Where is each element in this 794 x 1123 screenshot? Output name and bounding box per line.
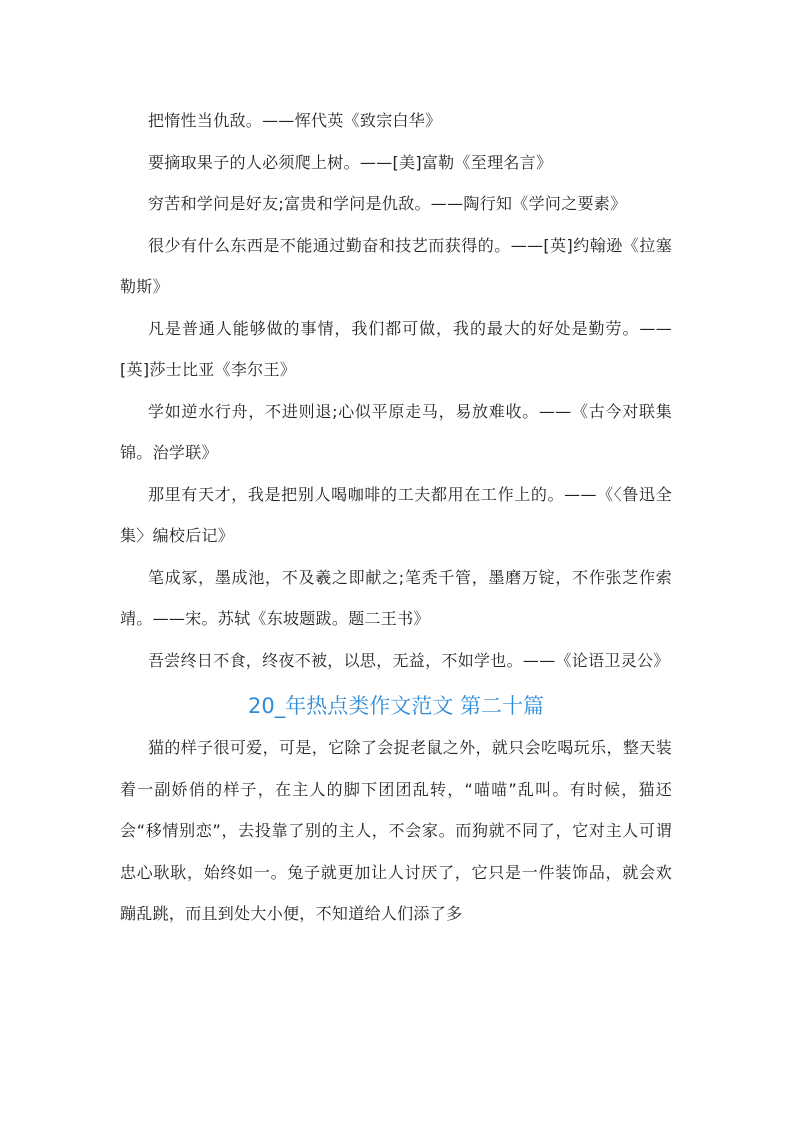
quote-paragraph: 要摘取果子的人必须爬上树。——[美]富勒《至理名言》 — [148, 152, 553, 172]
quote-paragraph: 那里有天才，我是把别人喝咖啡的工夫都用在工作上的。——《〈鲁迅全集〉编校后记》 — [120, 484, 672, 545]
section-heading: 20_年热点类作文范文 第二十篇 — [248, 694, 544, 718]
essay-paragraph: 猫的样子很可爱，可是，它除了会捉老鼠之外，就只会吃喝玩乐，整天装着一副娇俏的样子，在主人的脚下团团乱转，“喵喵”乱叫。有时候，猫还会“移情别恋”，去投靠了别的主人，不会家。而狗就不同了，它对主人可谓忠心耿耿，始终如一。兔子就更加让人讨厌了，它只是一件装饰品，就会欢蹦乱跳，而且到处大小便，不知道给人们添了多 — [120, 738, 672, 923]
page-content — [120, 100, 672, 935]
quote-paragraph: 穷苦和学问是好友;富贵和学问是仇敌。——陶行知《学问之要素》 — [148, 194, 627, 213]
quote-paragraph: 凡是普通人能够做的事情，我们都可做，我的最大的好处是勤劳。——[英]莎士比亚《李尔王》 — [120, 318, 672, 379]
quote-paragraph: 学如逆水行舟，不进则退;心似平原走马，易放难收。——《古今对联集锦。治学联》 — [120, 401, 672, 462]
quote-paragraph: 很少有什么东西是不能通过勤奋和技艺而获得的。——[英]约翰逊《拉塞勒斯》 — [120, 235, 672, 296]
quote-paragraph: 把惰性当仇敌。——恽代英《致宗白华》 — [148, 111, 442, 130]
quote-paragraph: 笔成冢，墨成池，不及羲之即献之;笔秃千管，墨磨万锭，不作张芝作索靖。——宋。苏轼《东坡题跋。题二王书》 — [120, 567, 672, 628]
quote-paragraph: 吾尝终日不食，终夜不被，以思，无益，不如学也。——《论语卫灵公》 — [148, 650, 670, 670]
